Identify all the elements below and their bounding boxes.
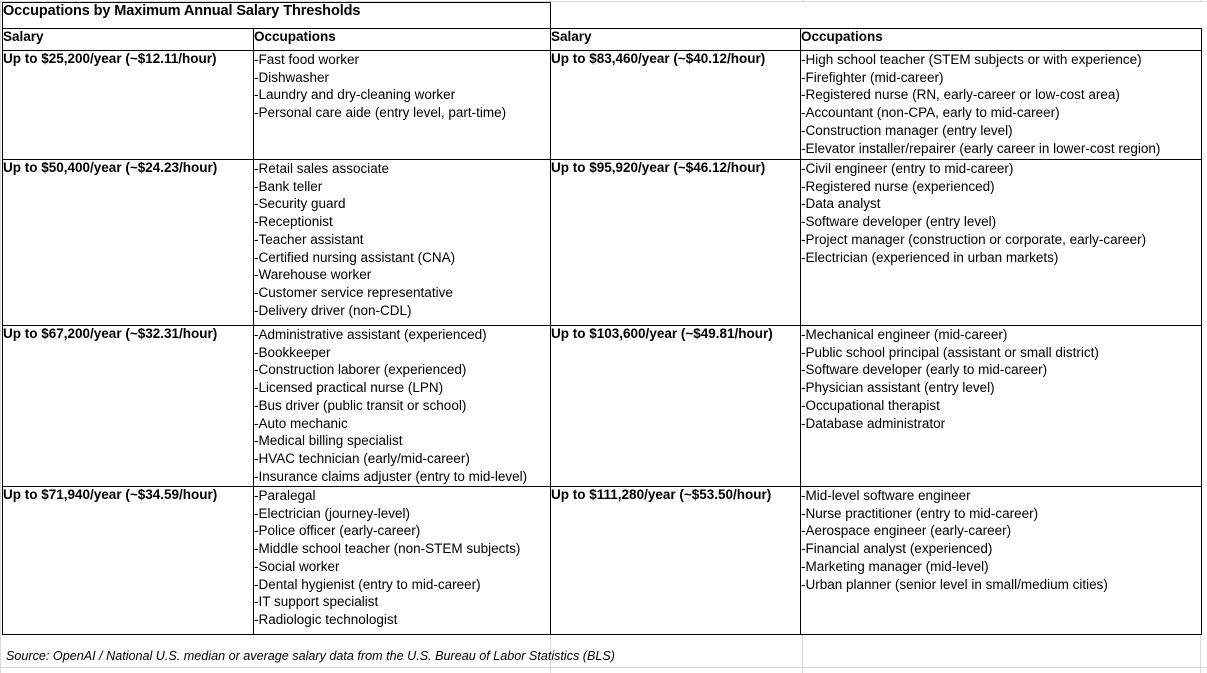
occupation-item: -Social worker — [254, 558, 340, 574]
salary-threshold-left: Up to $50,400/year (~$24.23/hour) — [3, 160, 254, 326]
occupation-item: -Bank teller — [254, 178, 323, 194]
occupation-item: -Database administrator — [801, 415, 946, 431]
salary-threshold-left: Up to $25,200/year (~$12.11/hour) — [3, 51, 254, 160]
column-header-salary-right: Salary — [551, 29, 801, 51]
occupation-item: -Warehouse worker — [254, 267, 372, 283]
occupation-item: -Delivery driver (non-CDL) — [254, 302, 412, 318]
occupation-item: -Certified nursing assistant (CNA) — [254, 249, 456, 265]
occupation-item: -Police officer (early-career) — [254, 523, 421, 539]
occupation-item: -Administrative assistant (experienced) — [254, 327, 487, 342]
table-header-row — [3, 29, 1202, 51]
occupations-list-right — [801, 51, 1202, 160]
occupation-item: -Software developer (early to mid-career) — [801, 362, 1048, 378]
occupations-list-right — [801, 160, 1202, 326]
occupation-item: -Security guard — [254, 196, 346, 212]
occupation-item: -Firefighter (mid-career) — [801, 69, 944, 85]
occupations-list-left — [254, 487, 551, 635]
occupation-item: -Project manager (construction or corporate, early-career) — [801, 231, 1147, 247]
salary-threshold-right: Up to $111,280/year (~$53.50/hour) — [551, 487, 801, 635]
occupation-item: -Aerospace engineer (early-career) — [801, 523, 1012, 539]
salary-threshold-right: Up to $103,600/year (~$49.81/hour) — [551, 326, 801, 487]
occupation-item: -Registered nurse (experienced) — [801, 178, 995, 194]
occupation-item: -Bus driver (public transit or school) — [254, 397, 467, 413]
occupation-item: -IT support specialist — [254, 594, 379, 610]
occupation-item: -Electrician (experienced in urban markets) — [801, 249, 1059, 265]
occupation-item: -Physician assistant (entry level) — [801, 380, 995, 396]
occupation-item: -Data analyst — [801, 196, 881, 212]
table-row — [3, 51, 1202, 160]
table-row — [3, 160, 1202, 326]
occupation-item: -Elevator installer/repairer (early career in lower-cost region) — [801, 140, 1161, 156]
occupation-item: -Medical billing specialist — [254, 433, 403, 449]
occupations-list-right — [801, 326, 1202, 487]
occupations-list-left — [254, 160, 551, 326]
title-row-blank-cell — [801, 3, 1202, 29]
occupation-item: -Financial analyst (experienced) — [801, 541, 993, 557]
occupation-item: -Occupational therapist — [801, 397, 940, 413]
occupation-item: -Dental hygienist (entry to mid-career) — [254, 576, 481, 592]
occupation-item: -Software developer (entry level) — [801, 214, 997, 230]
sheet-gridline-horizontal — [0, 667, 1207, 668]
occupation-item: -Nurse practitioner (entry to mid-career) — [801, 505, 1039, 521]
occupation-item: -Public school principal (assistant or small district) — [801, 344, 1099, 360]
occupation-item: -Mid-level software engineer — [801, 488, 971, 503]
occupation-item: -High school teacher (STEM subjects or with experience) — [801, 52, 1142, 67]
occupation-item: -Receptionist — [254, 214, 333, 230]
occupation-item: -Laundry and dry-cleaning worker — [254, 87, 456, 103]
occupation-item: -Construction laborer (experienced) — [254, 362, 467, 378]
occupations-list-right — [801, 487, 1202, 635]
occupation-item: -Middle school teacher (non-STEM subjects) — [254, 541, 521, 557]
salary-threshold-right: Up to $95,920/year (~$46.12/hour) — [551, 160, 801, 326]
salary-threshold-right: Up to $83,460/year (~$40.12/hour) — [551, 51, 801, 160]
occupation-item: -Insurance claims adjuster (entry to mid-level) — [254, 468, 528, 484]
column-header-salary-left: Salary — [3, 29, 254, 51]
occupations-salary-table — [2, 2, 1202, 635]
table-title-row — [3, 3, 1202, 29]
occupation-item: -Electrician (journey-level) — [254, 505, 411, 521]
occupation-item: -Teacher assistant — [254, 231, 364, 247]
occupation-item: -Civil engineer (entry to mid-career) — [801, 161, 1014, 176]
column-header-occupations-left: Occupations — [254, 29, 551, 51]
source-note: Source: OpenAI / National U.S. median or average salary data from the U.S. Bureau of Labor Statistics (BLS) — [6, 649, 615, 663]
occupation-item: -Personal care aide (entry level, part-time) — [254, 105, 507, 121]
occupation-item: -Customer service representative — [254, 284, 453, 300]
sheet-gridline-vertical — [0, 0, 1, 673]
occupation-item: -HVAC technician (early/mid-career) — [254, 450, 470, 466]
occupation-item: -Urban planner (senior level in small/medium cities) — [801, 576, 1108, 592]
occupation-item: -Retail sales associate — [254, 161, 390, 176]
title-row-blank-cell — [551, 3, 801, 29]
occupation-item: -Construction manager (entry level) — [801, 122, 1013, 138]
occupation-item: -Marketing manager (mid-level) — [801, 558, 989, 574]
occupations-list-left — [254, 326, 551, 487]
column-header-occupations-right: Occupations — [801, 29, 1202, 51]
occupation-item: -Mechanical engineer (mid-career) — [801, 327, 1008, 342]
occupation-item: -Fast food worker — [254, 52, 360, 67]
occupation-item: -Accountant (non-CPA, early to mid-career) — [801, 105, 1060, 121]
table-row — [3, 487, 1202, 635]
occupation-item: -Auto mechanic — [254, 415, 348, 431]
occupation-item: -Paralegal — [254, 488, 316, 503]
occupation-item: -Licensed practical nurse (LPN) — [254, 380, 444, 396]
salary-threshold-left: Up to $71,940/year (~$34.59/hour) — [3, 487, 254, 635]
table-row — [3, 326, 1202, 487]
occupation-item: -Radiologic technologist — [254, 611, 398, 627]
salary-threshold-left: Up to $67,200/year (~$32.31/hour) — [3, 326, 254, 487]
page-title: Occupations by Maximum Annual Salary Thresholds — [3, 3, 551, 29]
occupations-list-left — [254, 51, 551, 160]
occupation-item: -Dishwasher — [254, 69, 330, 85]
occupation-item: -Bookkeeper — [254, 344, 331, 360]
occupation-item: -Registered nurse (RN, early-career or low-cost area) — [801, 87, 1120, 103]
